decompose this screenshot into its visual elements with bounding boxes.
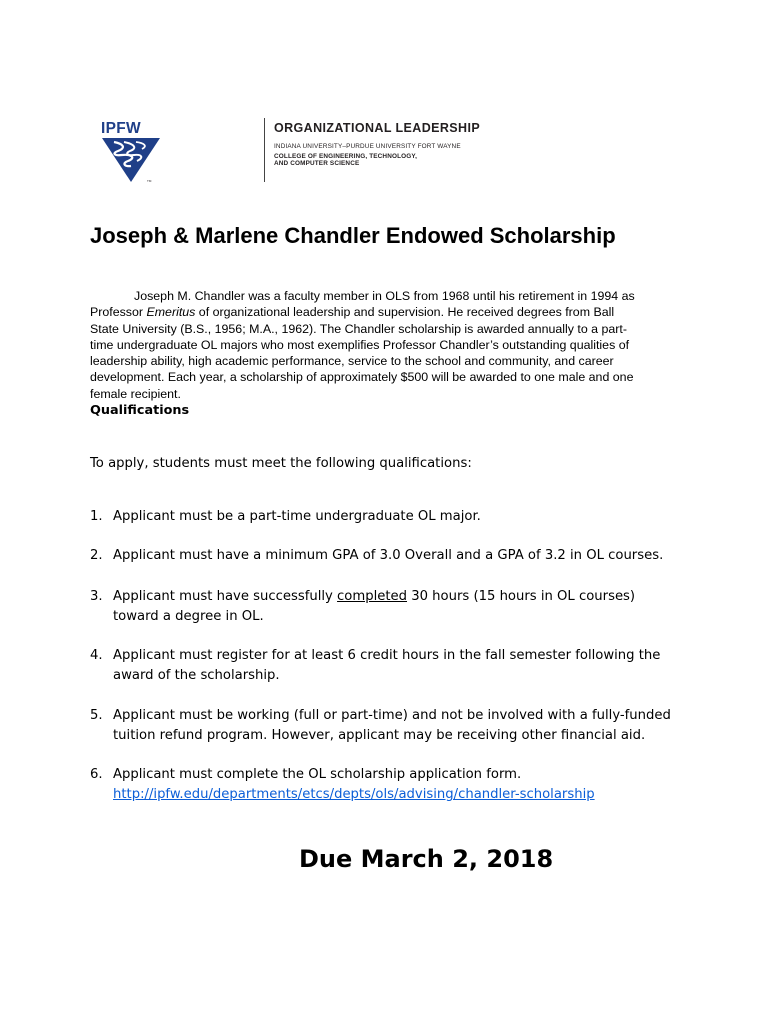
item-number: 2. bbox=[90, 548, 103, 563]
qualifications-intro: To apply, students must meet the following qualifications: bbox=[90, 456, 472, 471]
qualifications-heading: Qualifications bbox=[90, 403, 190, 418]
item-number: 4. bbox=[90, 648, 103, 663]
item-text: tuition refund program. However, applicant may be receiving other financial aid. bbox=[113, 728, 646, 743]
intro-paragraph bbox=[90, 288, 710, 402]
logo-wordmark: IPFW bbox=[101, 120, 141, 137]
intro-text: of organizational leadership and supervision. He received degrees from Ball bbox=[195, 305, 615, 320]
item-text: Applicant must be working (full or part-time) and not be involved with a fully-funded bbox=[113, 708, 671, 723]
item-text: toward a degree in OL. bbox=[113, 609, 264, 624]
item-text: award of the scholarship. bbox=[113, 668, 280, 683]
item-number: 5. bbox=[90, 708, 103, 723]
department-name: ORGANIZATIONAL LEADERSHIP bbox=[274, 121, 481, 135]
svg-text:TM: TM bbox=[147, 179, 152, 183]
college-name bbox=[274, 153, 480, 168]
logo-divider bbox=[264, 118, 265, 182]
application-form-link[interactable]: http://ipfw.edu/departments/etcs/depts/ols/advising/chandler-scholarship bbox=[113, 787, 595, 802]
intro-line: development. Each year, a scholarship of approximately $500 will be awarded to one male and one bbox=[90, 370, 634, 385]
completed-text: completed bbox=[337, 589, 408, 604]
document-title: Joseph & Marlene Chandler Endowed Scholarship bbox=[90, 223, 616, 248]
logo-text bbox=[274, 121, 480, 168]
item-text: Applicant must have a minimum GPA of 3.0 Overall and a GPA of 3.2 in OL courses. bbox=[113, 548, 664, 563]
ipfw-logo bbox=[100, 118, 481, 186]
item-text: Applicant must be a part-time undergraduate OL major. bbox=[113, 509, 481, 524]
university-name: INDIANA UNIVERSITY–PURDUE UNIVERSITY FORT WAYNE bbox=[274, 143, 461, 150]
item-number: 1. bbox=[90, 509, 103, 524]
intro-line bbox=[90, 304, 710, 320]
intro-line: State University (B.S., 1956; M.A., 1962). The Chandler scholarship is awarded annually to a part- bbox=[90, 321, 627, 336]
due-date: Due March 2, 2018 bbox=[299, 845, 554, 873]
item-number: 3. bbox=[90, 589, 103, 604]
item-text-part: Applicant must have successfully bbox=[113, 589, 338, 604]
item-text bbox=[113, 587, 723, 607]
item-text: Applicant must complete the OL scholarship application form. bbox=[113, 767, 522, 782]
intro-line: time undergraduate OL majors who most exemplifies Professor Chandler’s outstanding qualities of bbox=[90, 337, 630, 352]
item-number: 6. bbox=[90, 767, 103, 782]
intro-text: Professor bbox=[90, 305, 147, 320]
emeritus-text: Emeritus bbox=[146, 305, 196, 320]
intro-line: leadership ability, high academic performance, service to the school and community, and career bbox=[90, 354, 614, 369]
item-text-part: 30 hours (15 hours in OL courses) bbox=[407, 589, 636, 604]
college-line-2: AND COMPUTER SCIENCE bbox=[274, 160, 360, 168]
college-line-1: COLLEGE OF ENGINEERING, TECHNOLOGY, bbox=[274, 153, 418, 160]
intro-line: Joseph M. Chandler was a faculty member in OLS from 1968 until his retirement in 1994 as bbox=[134, 289, 635, 303]
item-text: Applicant must register for at least 6 credit hours in the fall semester following the bbox=[113, 648, 661, 663]
intro-line: female recipient. bbox=[90, 386, 181, 401]
